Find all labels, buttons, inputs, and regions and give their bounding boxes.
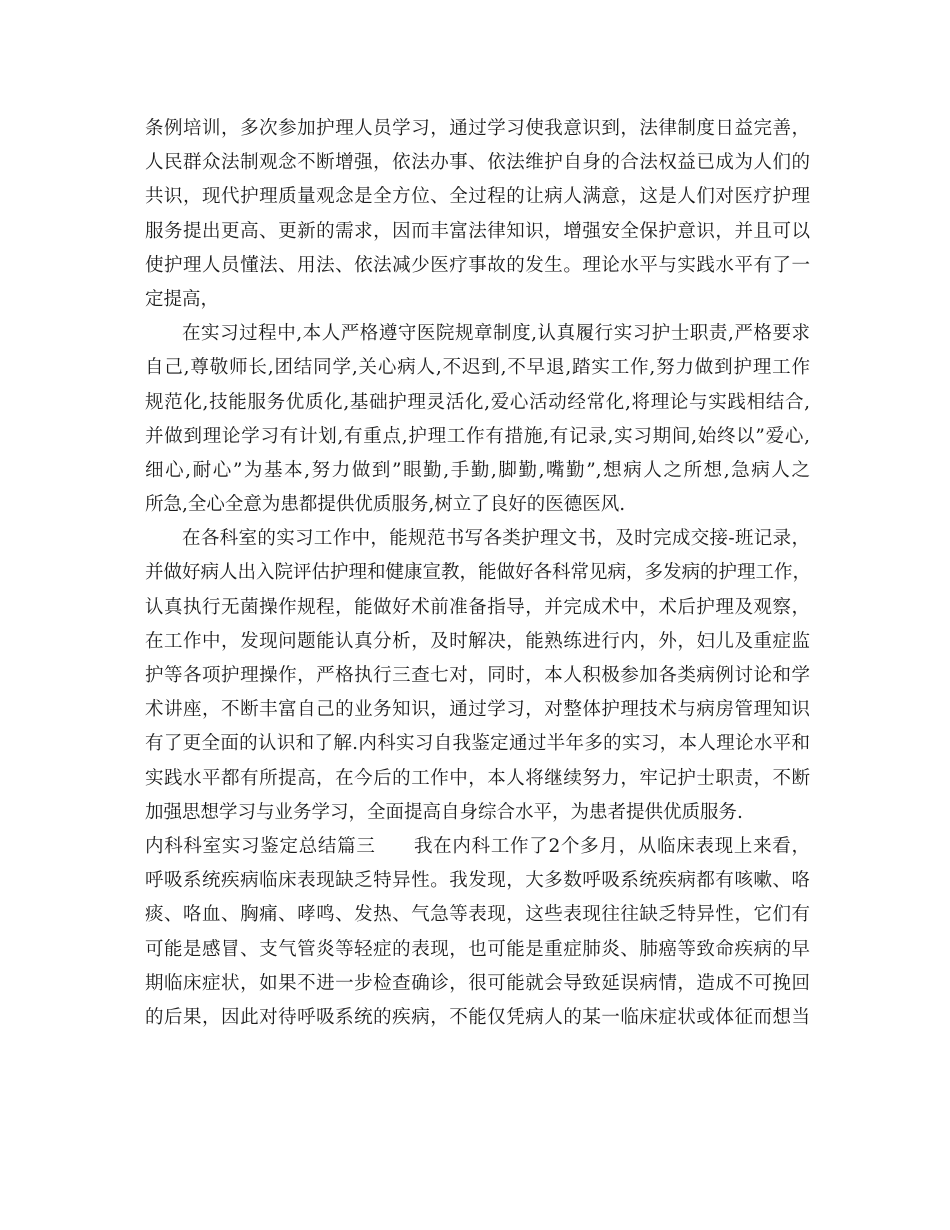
text-line: 在工作中，发现问题能认真分析，及时解决，能熟练进行内，外，妇儿及重症监 bbox=[145, 630, 810, 652]
text-line: 期临床症状，如果不进一步检查确诊，很可能就会导致延误病情，造成不可挽回 bbox=[145, 972, 810, 994]
text-line: 内科科室实习鉴定总结篇三 我在内科工作了2个多月，从临床表现上来看， bbox=[145, 835, 810, 857]
text-line: 细心,耐心”为基本,努力做到”眼勤,手勤,脚勤,嘴勤”,想病人之所想,急病人之 bbox=[145, 459, 810, 481]
text-line: 痰、咯血、胸痛、哮鸣、发热、气急等表现，这些表现往往缺乏特异性，它们有 bbox=[145, 904, 810, 926]
text-line: 规范化,技能服务优质化,基础护理灵活化,爱心活动经常化,将理论与实践相结合, bbox=[145, 391, 810, 413]
text-line: 认真执行无菌操作规程，能做好术前准备指导，并完成术中，术后护理及观察， bbox=[145, 596, 810, 618]
text-line: 自己,尊敬师长,团结同学,关心病人,不迟到,不早退,踏实工作,努力做到护理工作 bbox=[145, 357, 810, 379]
text-line: 在各科室的实习工作中，能规范书写各类护理文书，及时完成交接-班记录， bbox=[182, 528, 810, 550]
text-line: 并做好病人出入院评估护理和健康宣教，能做好各科常见病，多发病的护理工作， bbox=[145, 562, 812, 584]
text-line: 的后果，因此对待呼吸系统的疾病，不能仅凭病人的某一临床症状或体征而想当 bbox=[145, 1006, 810, 1028]
text-line: 并做到理论学习有计划,有重点,护理工作有措施,有记录,实习期间,始终以”爱心, bbox=[145, 425, 810, 447]
text-line: 加强思想学习与业务学习，全面提高自身综合水平，为患者提供优质服务. bbox=[145, 801, 743, 823]
text-line: 护等各项护理操作，严格执行三查七对，同时，本人积极参加各类病例讨论和学 bbox=[145, 665, 810, 686]
text-line: 术讲座，不断丰富自己的业务知识，通过学习，对整体护理技术与病房管理知识 bbox=[145, 699, 810, 721]
text-line: 人民群众法制观念不断增强，依法办事、依法维护自身的合法权益已成为人们的 bbox=[145, 152, 810, 174]
text-line: 定提高， bbox=[145, 288, 220, 310]
text-line: 共识，现代护理质量观念是全方位、全过程的让病人满意，这是人们对医疗护理 bbox=[145, 186, 810, 208]
text-line: 使护理人员懂法、用法、依法减少医疗事故的发生。理论水平与实践水平有了一 bbox=[145, 254, 810, 276]
text-line: 所急,全心全意为患都提供优质服务,树立了良好的医德医风. bbox=[145, 494, 626, 516]
text-line: 呼吸系统疾病临床表现缺乏特异性。我发现，大多数呼吸系统疾病都有咳嗽、咯 bbox=[145, 870, 810, 892]
document-body bbox=[145, 112, 810, 1035]
text-line: 可能是感冒、支气管炎等轻症的表现，也可能是重症肺炎、肺癌等致命疾病的早 bbox=[145, 938, 810, 960]
text-line: 条例培训，多次参加护理人员学习，通过学习使我意识到，法律制度日益完善， bbox=[145, 118, 810, 139]
text-line: 服务提出更高、更新的需求，因而丰富法律知识，增强安全保护意识，并且可以 bbox=[145, 220, 810, 242]
text-line: 在实习过程中,本人严格遵守医院规章制度,认真履行实习护士职责,严格要求 bbox=[182, 323, 810, 345]
text-line: 实践水平都有所提高，在今后的工作中，本人将继续努力，牢记护士职责，不断 bbox=[145, 767, 810, 789]
text-line: 有了更全面的认识和了解.内科实习自我鉴定通过半年多的实习，本人理论水平和 bbox=[145, 733, 810, 755]
